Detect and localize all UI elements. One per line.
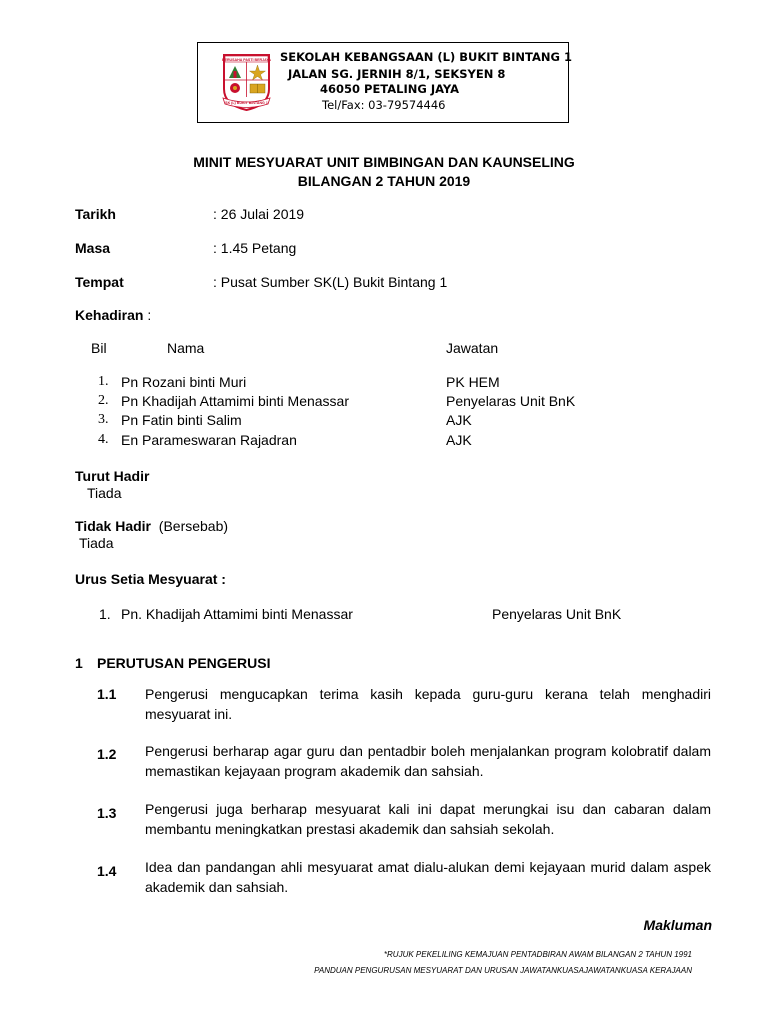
attendance-heading-suffix: : [143, 307, 152, 323]
crest-banner: SK (L) BUKIT BINTANG 1 [225, 101, 268, 105]
attendance-row-role: PK HEM [446, 374, 500, 390]
attendance-row-role: AJK [446, 432, 472, 448]
attendance-row-role: AJK [446, 412, 472, 428]
tidak-hadir-note: (Bersebab) [158, 518, 229, 534]
section-number: 1 [75, 655, 83, 671]
meta-value-masa: : 1.45 Petang [213, 240, 297, 256]
item-text: Pengerusi mengucapkan terima kasih kepada guru-guru kerana telah menghadiri mesyuarat ini. [145, 686, 711, 722]
item-number: 1.4 [97, 863, 117, 879]
meta-label-tarikh: Tarikh [75, 206, 116, 222]
turut-hadir-heading: Turut Hadir [75, 468, 150, 484]
meta-value-tempat: : Pusat Sumber SK(L) Bukit Bintang 1 [213, 274, 448, 290]
school-address-1: JALAN SG. JERNIH 8/1, SEKSYEN 8 [288, 67, 506, 81]
attendance-heading [75, 307, 151, 323]
tidak-hadir-heading [75, 518, 228, 534]
meta-label-tempat: Tempat [75, 274, 124, 290]
col-header-nama: Nama [167, 340, 205, 356]
school-name: SEKOLAH KEBANGSAAN (L) BUKIT BINTANG 1 [280, 50, 572, 64]
item-number: 1.1 [97, 686, 117, 702]
tidak-hadir-value: Tiada [79, 535, 114, 551]
footer-reference-line1: *RUJUK PEKELILING KEMAJUAN PENTADBIRAN AWAM BILANGAN 2 TAHUN 1991 [383, 950, 692, 959]
item-number: 1.2 [97, 746, 117, 762]
document-title-line2: BILANGAN 2 TAHUN 2019 [297, 173, 471, 189]
school-crest-icon [222, 53, 271, 112]
meta-label-masa: Masa [75, 240, 111, 256]
col-header-bil: Bil [91, 340, 107, 356]
attendance-row-role: Penyelaras Unit BnK [446, 393, 576, 409]
urus-setia-role: Penyelaras Unit BnK [492, 606, 622, 622]
school-address-2: 46050 PETALING JAYA [320, 82, 460, 96]
document-title-line1: MINIT MESYUARAT UNIT BIMBINGAN DAN KAUNSELING [193, 154, 575, 170]
col-header-jawatan: Jawatan [446, 340, 499, 356]
attendance-row-num: 4. [98, 432, 109, 447]
tidak-hadir-heading-text: Tidak Hadir [75, 518, 151, 534]
urus-setia-heading: Urus Setia Mesyuarat : [75, 571, 226, 587]
item-text: Pengerusi berharap agar guru dan pentadbir boleh menjalankan program kolobratif dalam memastikan kejayaan program akademik dan sahsiah. [145, 743, 711, 779]
attendance-row-num: 3. [98, 412, 109, 427]
school-telfax: Tel/Fax: 03-79574446 [322, 98, 446, 112]
attendance-row-name: Pn Khadijah Attamimi binti Menassar [121, 393, 349, 409]
attendance-row-name: En Parameswaran Rajadran [121, 432, 297, 448]
turut-hadir-value: Tiada [87, 485, 122, 501]
school-header [197, 42, 572, 123]
attendance-row-name: Pn Rozani binti Muri [121, 374, 247, 390]
meta-value-tarikh: : 26 Julai 2019 [213, 206, 305, 222]
urus-setia-num: 1. [99, 606, 111, 622]
crest-motto: BERUSAHA PASTI BERJAYA [222, 57, 271, 62]
section-heading: PERUTUSAN PENGERUSI [97, 655, 271, 671]
urus-setia-name: Pn. Khadijah Attamimi binti Menassar [121, 606, 353, 622]
item-number: 1.3 [97, 805, 117, 821]
attendance-heading-text: Kehadiran [75, 307, 144, 323]
footer-reference-line2: PANDUAN PENGURUSAN MESYUARAT DAN URUSAN JAWATANKUASAJAWATANKUASA KERAJAAN [314, 966, 692, 975]
attendance-row-num: 2. [98, 393, 109, 408]
attendance-row-num: 1. [98, 374, 109, 389]
item-text: Pengerusi juga berharap mesyuarat kali ini dapat merungkai isu dan cabaran dalam membantu meningkatkan prestasi akademik dan sahsiah sekolah. [145, 801, 711, 837]
action-label: Makluman [643, 917, 712, 933]
attendance-row-name: Pn Fatin binti Salim [121, 412, 242, 428]
item-text: Idea dan pandangan ahli mesyuarat amat dialu-alukan demi kejayaan murid dalam aspek akademik dan sahsiah. [145, 859, 711, 895]
